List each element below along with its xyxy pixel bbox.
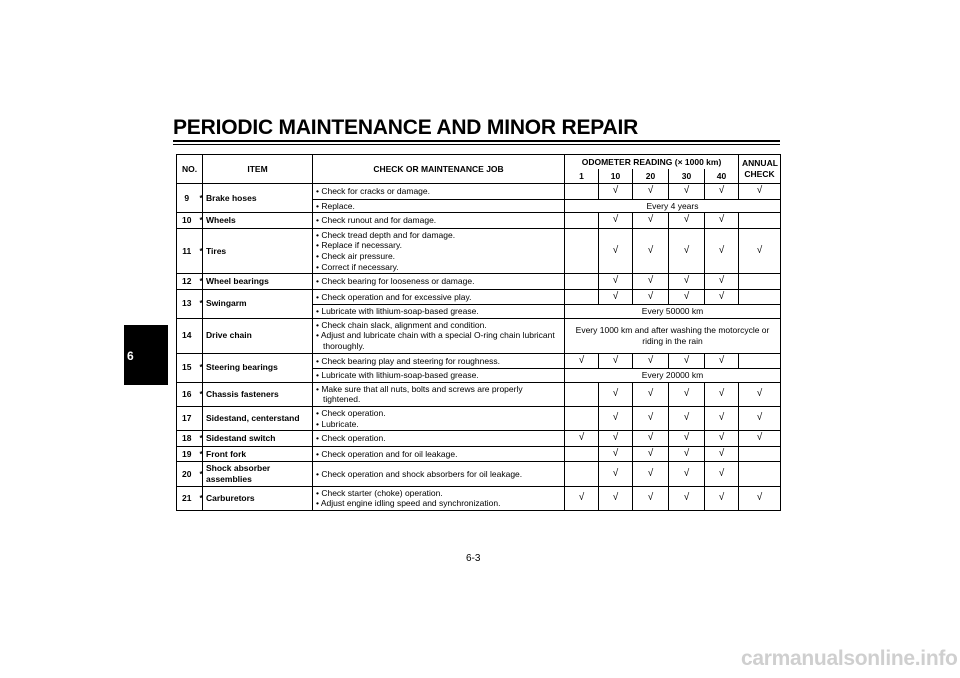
odometer-check-cell: √ xyxy=(599,228,633,274)
row-number: 10 xyxy=(177,213,197,229)
annual-check-cell: √ xyxy=(739,228,781,274)
row-number: 18 xyxy=(177,431,197,447)
row-number: 15 xyxy=(177,353,197,382)
odometer-check-cell: √ xyxy=(633,446,669,462)
annual-check-cell xyxy=(739,353,781,369)
maintenance-job xyxy=(313,213,565,229)
odometer-check-cell: √ xyxy=(705,382,739,406)
dealer-service-mark: * xyxy=(197,382,203,406)
row-number: 13 xyxy=(177,289,197,318)
odometer-check-cell: √ xyxy=(633,462,669,486)
job-line: • Correct if necessary. xyxy=(316,261,399,272)
job-line: • Check operation and shock absorbers for oil leakage. xyxy=(316,468,523,479)
table-row xyxy=(177,318,781,353)
odometer-check-cell: √ xyxy=(705,184,739,200)
job-line: • Check tread depth and for damage. xyxy=(316,229,456,240)
annual-check-cell: √ xyxy=(739,382,781,406)
dealer-service-mark: * xyxy=(197,184,203,213)
interval-note: Every 50000 km xyxy=(565,305,781,319)
item-name: Drive chain xyxy=(203,318,313,353)
item-name: Tires xyxy=(203,228,313,274)
col-header-no: NO. xyxy=(177,155,203,184)
odometer-check-cell: √ xyxy=(633,274,669,290)
odometer-check-cell: √ xyxy=(633,184,669,200)
odometer-check-cell: √ xyxy=(705,228,739,274)
job-line: • Check operation and for excessive play. xyxy=(316,291,472,302)
job-line: • Make sure that all nuts, bolts and screws are properly tightened. xyxy=(316,383,523,405)
maintenance-job xyxy=(313,462,565,486)
dealer-service-mark: * xyxy=(197,274,203,290)
job-line: • Check bearing for looseness or damage. xyxy=(316,276,475,287)
odometer-check-cell: √ xyxy=(705,407,739,431)
table-row xyxy=(177,289,781,305)
odometer-check-cell: √ xyxy=(705,446,739,462)
interval-note: Every 4 years xyxy=(565,199,781,213)
odometer-check-cell: √ xyxy=(633,431,669,447)
maintenance-job xyxy=(313,486,565,510)
item-name: Brake hoses xyxy=(203,184,313,213)
col-header-annual: ANNUAL CHECK xyxy=(739,155,781,184)
page-title: PERIODIC MAINTENANCE AND MINOR REPAIR xyxy=(173,116,639,139)
table-row xyxy=(177,353,781,369)
col-header-odo-20: 20 xyxy=(633,169,669,184)
odometer-check-cell xyxy=(565,446,599,462)
odometer-check-cell: √ xyxy=(705,353,739,369)
odometer-check-cell: √ xyxy=(599,274,633,290)
maintenance-job xyxy=(313,369,565,383)
job-line: • Lubricate. xyxy=(316,418,359,429)
odometer-check-cell xyxy=(565,228,599,274)
annual-check-cell xyxy=(739,446,781,462)
job-line: • Adjust engine idling speed and synchronization. xyxy=(316,498,501,509)
job-line: • Check air pressure. xyxy=(316,250,396,261)
job-line: • Lubricate with lithium-soap-based grease. xyxy=(316,370,479,381)
row-number: 14 xyxy=(177,318,197,353)
dealer-service-mark: * xyxy=(197,486,203,510)
item-name: Wheels xyxy=(203,213,313,229)
odometer-check-cell: √ xyxy=(633,213,669,229)
table-body xyxy=(177,184,781,511)
table-row xyxy=(177,213,781,229)
odometer-check-cell: √ xyxy=(669,274,705,290)
item-name: Steering bearings xyxy=(203,353,313,382)
odometer-check-cell: √ xyxy=(565,431,599,447)
odometer-check-cell: √ xyxy=(705,213,739,229)
odometer-check-cell: √ xyxy=(633,382,669,406)
maintenance-job xyxy=(313,431,565,447)
page-number: 6-3 xyxy=(466,553,481,564)
odometer-check-cell xyxy=(565,213,599,229)
odometer-check-cell: √ xyxy=(669,228,705,274)
table-row xyxy=(177,382,781,406)
maintenance-job xyxy=(313,353,565,369)
odometer-check-cell: √ xyxy=(599,431,633,447)
odometer-check-cell: √ xyxy=(669,431,705,447)
maintenance-job xyxy=(313,289,565,305)
odometer-check-cell: √ xyxy=(599,486,633,510)
row-number: 21 xyxy=(177,486,197,510)
row-number: 12 xyxy=(177,274,197,290)
odometer-check-cell xyxy=(565,407,599,431)
odometer-check-cell: √ xyxy=(669,486,705,510)
header-row-top xyxy=(177,155,781,170)
odometer-check-cell: √ xyxy=(669,407,705,431)
job-line: • Lubricate with lithium-soap-based grease. xyxy=(316,306,479,317)
dealer-service-mark: * xyxy=(197,228,203,274)
job-line: • Adjust and lubricate chain with a special O-ring chain lubricant thoroughly. xyxy=(316,330,555,351)
odometer-check-cell: √ xyxy=(705,486,739,510)
job-line: • Check for cracks or damage. xyxy=(316,185,430,196)
header-rule-thin xyxy=(173,144,780,145)
watermark: carmanualsonline.info xyxy=(741,647,958,670)
odometer-check-cell xyxy=(565,184,599,200)
table-row xyxy=(177,184,781,200)
maintenance-job xyxy=(313,184,565,200)
table-row xyxy=(177,228,781,274)
dealer-service-mark: * xyxy=(197,289,203,318)
job-line: • Check chain slack, alignment and condition. xyxy=(316,319,487,330)
table-row xyxy=(177,446,781,462)
odometer-check-cell: √ xyxy=(565,353,599,369)
row-number: 19 xyxy=(177,446,197,462)
item-name: Sidestand, centerstand xyxy=(203,407,313,431)
maintenance-job xyxy=(313,274,565,290)
dealer-service-mark: * xyxy=(197,446,203,462)
annual-check-cell: √ xyxy=(739,486,781,510)
annual-check-cell xyxy=(739,462,781,486)
annual-check-cell xyxy=(739,289,781,305)
maintenance-table xyxy=(176,154,781,511)
odometer-check-cell xyxy=(565,289,599,305)
odometer-check-cell: √ xyxy=(669,213,705,229)
item-name: Swingarm xyxy=(203,289,313,318)
chapter-number: 6 xyxy=(127,349,134,363)
annual-check-cell: √ xyxy=(739,431,781,447)
odometer-check-cell: √ xyxy=(705,274,739,290)
odometer-check-cell xyxy=(565,462,599,486)
maintenance-job xyxy=(313,407,565,431)
odometer-check-cell: √ xyxy=(599,213,633,229)
item-name: Shock absorber assemblies xyxy=(203,462,313,486)
odometer-check-cell: √ xyxy=(669,462,705,486)
row-number: 20 xyxy=(177,462,197,486)
row-number: 11 xyxy=(177,228,197,274)
odometer-check-cell: √ xyxy=(599,462,633,486)
maintenance-job xyxy=(313,318,565,353)
odometer-check-cell: √ xyxy=(599,407,633,431)
item-name: Sidestand switch xyxy=(203,431,313,447)
odometer-check-cell: √ xyxy=(633,289,669,305)
table-row xyxy=(177,486,781,510)
job-line: • Check operation. xyxy=(316,408,386,418)
odometer-check-cell: √ xyxy=(633,407,669,431)
table-row xyxy=(177,431,781,447)
row-number: 16 xyxy=(177,382,197,406)
col-header-odo-10: 10 xyxy=(599,169,633,184)
odometer-check-cell: √ xyxy=(599,446,633,462)
col-header-odo-1: 1 xyxy=(565,169,599,184)
dealer-service-mark: * xyxy=(197,462,203,486)
odometer-check-cell: √ xyxy=(705,289,739,305)
job-line: • Check bearing play and steering for roughness. xyxy=(316,355,500,366)
maintenance-job xyxy=(313,446,565,462)
annual-check-cell: √ xyxy=(739,407,781,431)
col-header-odo-40: 40 xyxy=(705,169,739,184)
odometer-check-cell xyxy=(565,274,599,290)
col-header-item: ITEM xyxy=(203,155,313,184)
odometer-check-cell: √ xyxy=(633,228,669,274)
item-name: Front fork xyxy=(203,446,313,462)
odometer-check-cell: √ xyxy=(669,289,705,305)
odometer-check-cell: √ xyxy=(705,431,739,447)
job-line: • Replace if necessary. xyxy=(316,240,402,251)
annual-check-cell xyxy=(739,213,781,229)
odometer-check-cell: √ xyxy=(599,289,633,305)
odometer-check-cell: √ xyxy=(565,486,599,510)
col-header-job: CHECK OR MAINTENANCE JOB xyxy=(313,155,565,184)
odometer-check-cell: √ xyxy=(669,353,705,369)
interval-note: Every 20000 km xyxy=(565,369,781,383)
odometer-check-cell: √ xyxy=(669,184,705,200)
maintenance-job xyxy=(313,228,565,274)
annual-check-cell: √ xyxy=(739,184,781,200)
dealer-service-mark: * xyxy=(197,353,203,382)
table-row xyxy=(177,407,781,431)
maintenance-job xyxy=(313,305,565,319)
job-line: • Check runout and for damage. xyxy=(316,215,437,226)
odometer-check-cell: √ xyxy=(669,382,705,406)
table-row xyxy=(177,462,781,486)
row-number: 9 xyxy=(177,184,197,213)
interval-note: Every 1000 km and after washing the motorcycle or riding in the rain xyxy=(565,318,781,353)
annual-check-cell xyxy=(739,274,781,290)
maintenance-job xyxy=(313,382,565,406)
odometer-check-cell: √ xyxy=(705,462,739,486)
odometer-check-cell xyxy=(565,382,599,406)
table-row xyxy=(177,274,781,290)
col-header-odo-30: 30 xyxy=(669,169,705,184)
odometer-check-cell: √ xyxy=(599,353,633,369)
item-name: Carburetors xyxy=(203,486,313,510)
dealer-service-mark: * xyxy=(197,431,203,447)
job-line: • Check operation. xyxy=(316,433,386,444)
dealer-service-mark: * xyxy=(197,213,203,229)
job-line: • Replace. xyxy=(316,200,355,211)
job-line: • Check operation and for oil leakage. xyxy=(316,448,458,459)
odometer-check-cell: √ xyxy=(669,446,705,462)
item-name: Wheel bearings xyxy=(203,274,313,290)
odometer-check-cell: √ xyxy=(633,486,669,510)
odometer-check-cell: √ xyxy=(599,382,633,406)
row-number: 17 xyxy=(177,407,197,431)
item-name: Chassis fasteners xyxy=(203,382,313,406)
maintenance-job xyxy=(313,199,565,213)
header-rule-thick xyxy=(173,140,780,142)
col-header-odometer: ODOMETER READING (× 1000 km) xyxy=(565,155,739,170)
odometer-check-cell: √ xyxy=(599,184,633,200)
odometer-check-cell: √ xyxy=(633,353,669,369)
job-line: • Check starter (choke) operation. xyxy=(316,487,443,498)
